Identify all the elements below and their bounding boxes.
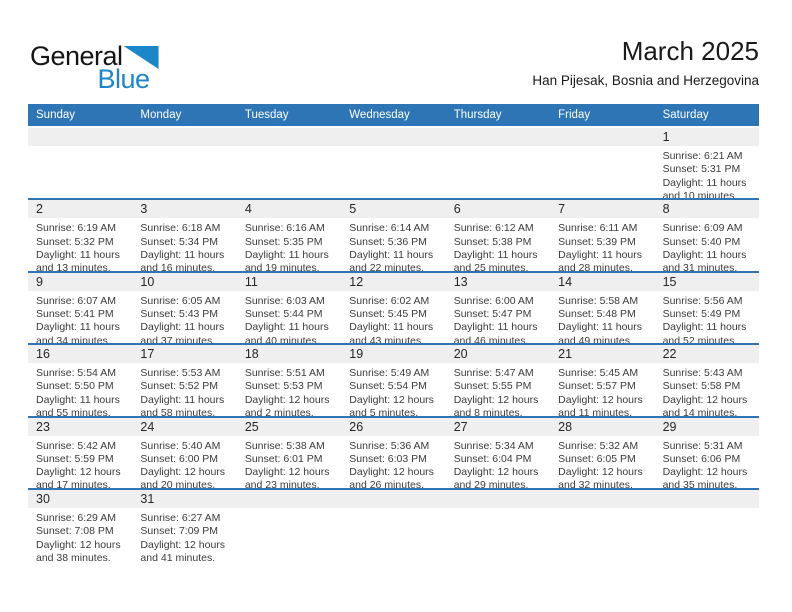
detail-line: Sunrise: 6:14 AM — [349, 222, 430, 235]
day-number: 5 — [349, 202, 357, 217]
day-cell-10 — [132, 273, 236, 343]
day-number: 7 — [558, 202, 566, 217]
page-title: March 2025 — [621, 36, 759, 66]
day-sun-details — [341, 291, 445, 343]
detail-line: and 46 minutes. — [453, 334, 529, 344]
day-number: 2 — [36, 202, 43, 217]
detail-line: Daylight: 12 hours — [140, 466, 226, 479]
detail-line: and 52 minutes. — [662, 334, 738, 344]
day-cell-24 — [132, 418, 236, 488]
detail-line: Sunrise: 6:11 AM — [558, 222, 638, 235]
day-number: 14 — [558, 274, 573, 289]
day-sun-details — [28, 508, 132, 562]
detail-line: Daylight: 11 hours — [244, 321, 329, 334]
weekday-header-friday: Friday — [558, 109, 591, 121]
detail-line: and 23 minutes. — [244, 479, 320, 488]
detail-line: Sunset: 5:55 PM — [453, 380, 532, 393]
detail-line: Sunset: 5:34 PM — [140, 235, 219, 248]
day-sun-details — [446, 291, 550, 343]
week-row — [28, 200, 759, 272]
detail-line: Daylight: 12 hours — [36, 538, 121, 551]
detail-line: Sunrise: 5:53 AM — [140, 367, 221, 380]
detail-line: Daylight: 11 hours — [140, 321, 225, 334]
detail-line: Sunset: 5:52 PM — [140, 380, 219, 393]
day-cell-28 — [550, 418, 654, 488]
detail-line: Daylight: 11 hours — [558, 248, 642, 261]
day-number: 1 — [662, 130, 670, 144]
detail-line: Sunset: 5:57 PM — [558, 380, 636, 393]
week-row — [28, 418, 759, 490]
weekday-header-row — [28, 104, 759, 126]
empty-day-cell — [28, 128, 132, 198]
calendar-table — [28, 104, 759, 562]
day-cell-1 — [655, 128, 759, 198]
detail-line: Sunrise: 6:12 AM — [453, 222, 534, 235]
empty-day-cell — [655, 490, 759, 562]
detail-line: Daylight: 12 hours — [36, 466, 121, 479]
day-sun-details — [655, 436, 759, 488]
detail-line: Sunrise: 5:56 AM — [662, 294, 743, 307]
detail-line: Daylight: 12 hours — [349, 466, 434, 479]
empty-day-cell — [446, 128, 550, 198]
day-sun-details — [550, 291, 654, 343]
week-row — [28, 273, 759, 345]
detail-line: Sunrise: 6:03 AM — [244, 294, 325, 307]
detail-line: and 35 minutes. — [662, 479, 738, 488]
detail-line: Sunrise: 6:09 AM — [662, 222, 743, 235]
detail-line: Sunset: 5:39 PM — [558, 235, 636, 248]
day-cell-25 — [237, 418, 341, 488]
day-sun-details — [550, 363, 654, 415]
day-sun-details — [655, 146, 759, 198]
detail-line: Sunset: 5:59 PM — [36, 452, 114, 465]
day-number: 13 — [453, 274, 468, 289]
day-cell-26 — [341, 418, 445, 488]
day-number: 23 — [36, 419, 50, 434]
day-number: 22 — [662, 347, 677, 362]
detail-line: Sunrise: 6:07 AM — [36, 294, 116, 307]
day-cell-30 — [28, 490, 132, 562]
day-cell-31 — [132, 490, 236, 562]
detail-line: Sunset: 5:35 PM — [244, 235, 323, 248]
detail-line: and 29 minutes. — [453, 479, 529, 488]
day-number: 26 — [349, 419, 364, 434]
detail-line: Sunrise: 5:31 AM — [662, 439, 743, 452]
day-number: 27 — [453, 419, 468, 434]
day-number: 15 — [662, 274, 677, 289]
detail-line: Daylight: 11 hours — [453, 321, 538, 334]
detail-line: Sunset: 5:36 PM — [349, 235, 427, 248]
weekday-header-tuesday: Tuesday — [244, 109, 289, 121]
detail-line: Sunset: 5:47 PM — [453, 308, 532, 321]
detail-line: Sunrise: 5:43 AM — [662, 367, 743, 380]
day-number: 29 — [662, 419, 677, 434]
detail-line: Sunrise: 5:51 AM — [244, 367, 325, 380]
detail-line: Daylight: 11 hours — [36, 321, 120, 334]
detail-line: and 8 minutes. — [453, 407, 523, 416]
day-number: 17 — [140, 347, 155, 362]
detail-line: Daylight: 11 hours — [244, 248, 329, 261]
detail-line: Sunset: 5:50 PM — [36, 380, 114, 393]
empty-day-cell — [237, 128, 341, 198]
detail-line: and 25 minutes. — [453, 262, 529, 271]
day-number: 24 — [140, 419, 155, 434]
detail-line: Daylight: 11 hours — [140, 393, 225, 406]
detail-line: Sunset: 6:06 PM — [662, 452, 741, 465]
day-cell-23 — [28, 418, 132, 488]
day-sun-details — [341, 436, 445, 488]
day-sun-details — [655, 363, 759, 415]
detail-line: Sunset: 6:03 PM — [349, 452, 427, 465]
day-sun-details — [237, 436, 341, 488]
detail-line: Sunset: 7:08 PM — [36, 525, 114, 538]
day-cell-7 — [550, 200, 654, 270]
day-cell-21 — [550, 345, 654, 415]
day-number: 28 — [558, 419, 573, 434]
day-cell-11 — [237, 273, 341, 343]
day-cell-19 — [341, 345, 445, 415]
detail-line: Daylight: 12 hours — [244, 393, 330, 406]
day-sun-details — [132, 291, 236, 343]
detail-line: Sunrise: 5:32 AM — [558, 439, 639, 452]
day-number: 31 — [140, 491, 155, 506]
empty-day-cell — [550, 490, 654, 562]
detail-line: Sunset: 5:49 PM — [662, 308, 741, 321]
day-cell-2 — [28, 200, 132, 270]
weekday-header-wednesday: Wednesday — [349, 109, 410, 121]
day-sun-details — [550, 436, 654, 488]
day-number: 25 — [244, 419, 259, 434]
day-cell-22 — [655, 345, 759, 415]
day-sun-details — [132, 436, 236, 488]
day-sun-details — [446, 436, 550, 488]
detail-line: Daylight: 12 hours — [453, 466, 539, 479]
detail-line: and 14 minutes. — [662, 407, 738, 416]
detail-line: and 11 minutes. — [558, 407, 633, 416]
detail-line: Daylight: 12 hours — [662, 393, 748, 406]
day-cell-9 — [28, 273, 132, 343]
detail-line: Sunrise: 6:21 AM — [662, 150, 743, 162]
detail-line: Sunrise: 6:00 AM — [453, 294, 534, 307]
detail-line: Sunrise: 6:19 AM — [36, 222, 116, 235]
detail-line: Daylight: 11 hours — [453, 248, 538, 261]
day-number: 12 — [349, 274, 364, 289]
detail-line: Sunrise: 5:58 AM — [558, 294, 639, 307]
weekday-header-sunday: Sunday — [36, 109, 76, 121]
day-number: 6 — [453, 202, 461, 217]
detail-line: Sunset: 5:44 PM — [244, 308, 323, 321]
detail-line: Sunrise: 5:54 AM — [36, 367, 116, 380]
detail-line: Sunrise: 5:36 AM — [349, 439, 430, 452]
detail-line: Sunset: 5:31 PM — [662, 163, 741, 176]
detail-line: and 43 minutes. — [349, 334, 424, 344]
detail-line: Sunset: 5:43 PM — [140, 308, 219, 321]
detail-line: Sunrise: 5:45 AM — [558, 367, 639, 380]
day-sun-details — [28, 218, 132, 270]
general-blue-logo — [30, 41, 159, 94]
logo-text-blue: Blue — [97, 64, 150, 94]
detail-line: Sunset: 7:09 PM — [140, 525, 219, 538]
detail-line: and 22 minutes. — [349, 262, 424, 271]
day-sun-details — [550, 218, 654, 270]
detail-line: Sunrise: 5:49 AM — [349, 367, 430, 380]
day-cell-4 — [237, 200, 341, 270]
detail-line: Sunset: 6:01 PM — [244, 452, 323, 465]
detail-line: Sunset: 5:38 PM — [453, 235, 532, 248]
empty-day-cell — [446, 490, 550, 562]
day-sun-details — [132, 508, 236, 562]
detail-line: Sunrise: 6:27 AM — [140, 511, 221, 524]
day-sun-details — [655, 291, 759, 343]
detail-line: Sunrise: 6:16 AM — [244, 222, 325, 235]
day-sun-details — [28, 363, 132, 415]
detail-line: Daylight: 12 hours — [349, 393, 434, 406]
detail-line: and 31 minutes. — [662, 262, 738, 271]
day-sun-details — [341, 363, 445, 415]
detail-line: Sunset: 5:32 PM — [36, 235, 114, 248]
detail-line: Daylight: 12 hours — [244, 466, 330, 479]
day-number: 21 — [558, 347, 573, 362]
detail-line: Sunrise: 5:34 AM — [453, 439, 534, 452]
day-sun-details — [446, 363, 550, 415]
day-sun-details — [28, 291, 132, 343]
detail-line: Sunrise: 5:42 AM — [36, 439, 116, 452]
detail-line: and 28 minutes. — [558, 262, 633, 271]
weekday-header-thursday: Thursday — [453, 109, 502, 121]
day-cell-6 — [446, 200, 550, 270]
day-number: 4 — [244, 202, 252, 217]
detail-line: and 16 minutes. — [140, 262, 216, 271]
detail-line: and 2 minutes. — [244, 407, 314, 416]
day-number: 11 — [244, 274, 258, 289]
detail-line: and 37 minutes. — [140, 334, 216, 344]
detail-line: Daylight: 11 hours — [349, 248, 434, 261]
detail-line: Daylight: 11 hours — [558, 321, 642, 334]
day-cell-12 — [341, 273, 445, 343]
day-sun-details — [341, 218, 445, 270]
day-number: 8 — [662, 202, 670, 217]
day-number: 18 — [244, 347, 259, 362]
day-cell-14 — [550, 273, 654, 343]
weekday-header-monday: Monday — [140, 109, 182, 121]
day-sun-details — [446, 218, 550, 270]
day-sun-details — [132, 218, 236, 270]
detail-line: Sunrise: 6:02 AM — [349, 294, 430, 307]
detail-line: Sunset: 6:00 PM — [140, 452, 219, 465]
detail-line: Daylight: 11 hours — [36, 248, 120, 261]
detail-line: Sunrise: 6:05 AM — [140, 294, 221, 307]
day-number: 3 — [140, 202, 148, 217]
day-cell-29 — [655, 418, 759, 488]
detail-line: and 41 minutes. — [140, 551, 216, 563]
day-sun-details — [132, 363, 236, 415]
day-cell-13 — [446, 273, 550, 343]
week-row — [28, 128, 759, 200]
day-cell-20 — [446, 345, 550, 415]
day-cell-27 — [446, 418, 550, 488]
detail-line: and 13 minutes. — [36, 262, 111, 271]
detail-line: Sunrise: 5:40 AM — [140, 439, 221, 452]
detail-line: and 58 minutes. — [140, 407, 216, 416]
day-sun-details — [28, 436, 132, 488]
day-cell-8 — [655, 200, 759, 270]
detail-line: Daylight: 11 hours — [36, 393, 120, 406]
detail-line: Sunset: 5:48 PM — [558, 308, 636, 321]
day-cell-3 — [132, 200, 236, 270]
detail-line: Daylight: 11 hours — [662, 176, 747, 189]
detail-line: Sunset: 5:53 PM — [244, 380, 323, 393]
detail-line: Sunset: 5:54 PM — [349, 380, 427, 393]
detail-line: Sunset: 6:05 PM — [558, 452, 636, 465]
title-block — [532, 36, 759, 88]
day-sun-details — [237, 218, 341, 270]
day-number: 10 — [140, 274, 155, 289]
day-sun-details — [655, 218, 759, 270]
detail-line: Daylight: 11 hours — [662, 321, 747, 334]
weekday-header-saturday: Saturday — [662, 109, 709, 121]
empty-day-cell — [550, 128, 654, 198]
detail-line: Daylight: 12 hours — [453, 393, 539, 406]
day-number: 30 — [36, 491, 50, 506]
day-number: 20 — [453, 347, 468, 362]
day-cell-17 — [132, 345, 236, 415]
detail-line: and 32 minutes. — [558, 479, 633, 488]
detail-line: Daylight: 11 hours — [349, 321, 434, 334]
day-sun-details — [237, 291, 341, 343]
detail-line: Daylight: 12 hours — [662, 466, 748, 479]
day-number: 19 — [349, 347, 364, 362]
logo-text-general: General — [30, 41, 123, 71]
detail-line: Sunrise: 6:18 AM — [140, 222, 221, 235]
week-row — [28, 490, 759, 562]
detail-line: Daylight: 12 hours — [140, 538, 226, 551]
detail-line: Daylight: 12 hours — [558, 466, 643, 479]
detail-line: and 5 minutes. — [349, 407, 419, 416]
detail-line: Sunset: 5:41 PM — [36, 308, 114, 321]
detail-line: Sunset: 6:04 PM — [453, 452, 532, 465]
day-number: 9 — [36, 274, 43, 289]
detail-line: and 10 minutes. — [662, 189, 738, 199]
detail-line: and 34 minutes. — [36, 334, 111, 344]
empty-day-cell — [341, 128, 445, 198]
detail-line: Sunrise: 5:47 AM — [453, 367, 534, 380]
detail-line: Daylight: 12 hours — [558, 393, 643, 406]
empty-day-cell — [237, 490, 341, 562]
detail-line: and 40 minutes. — [244, 334, 320, 344]
day-cell-15 — [655, 273, 759, 343]
detail-line: and 49 minutes. — [558, 334, 633, 344]
calendar-grid — [28, 128, 759, 562]
empty-day-cell — [341, 490, 445, 562]
detail-line: and 20 minutes. — [140, 479, 216, 488]
empty-day-cell — [132, 128, 236, 198]
day-number: 16 — [36, 347, 50, 362]
day-cell-16 — [28, 345, 132, 415]
detail-line: Sunrise: 5:38 AM — [244, 439, 325, 452]
detail-line: Sunrise: 6:29 AM — [36, 511, 116, 524]
detail-line: Sunset: 5:58 PM — [662, 380, 741, 393]
detail-line: and 17 minutes. — [36, 479, 111, 488]
week-row — [28, 345, 759, 417]
detail-line: Daylight: 11 hours — [662, 248, 747, 261]
detail-line: and 26 minutes. — [349, 479, 424, 488]
detail-line: Sunset: 5:45 PM — [349, 308, 427, 321]
detail-line: and 38 minutes. — [36, 551, 111, 563]
day-cell-18 — [237, 345, 341, 415]
detail-line: and 19 minutes. — [244, 262, 320, 271]
location-subtitle: Han Pijesak, Bosnia and Herzegovina — [532, 73, 759, 88]
day-sun-details — [237, 363, 341, 415]
detail-line: Daylight: 11 hours — [140, 248, 225, 261]
detail-line: Sunset: 5:40 PM — [662, 235, 741, 248]
detail-line: and 55 minutes. — [36, 407, 111, 416]
day-cell-5 — [341, 200, 445, 270]
